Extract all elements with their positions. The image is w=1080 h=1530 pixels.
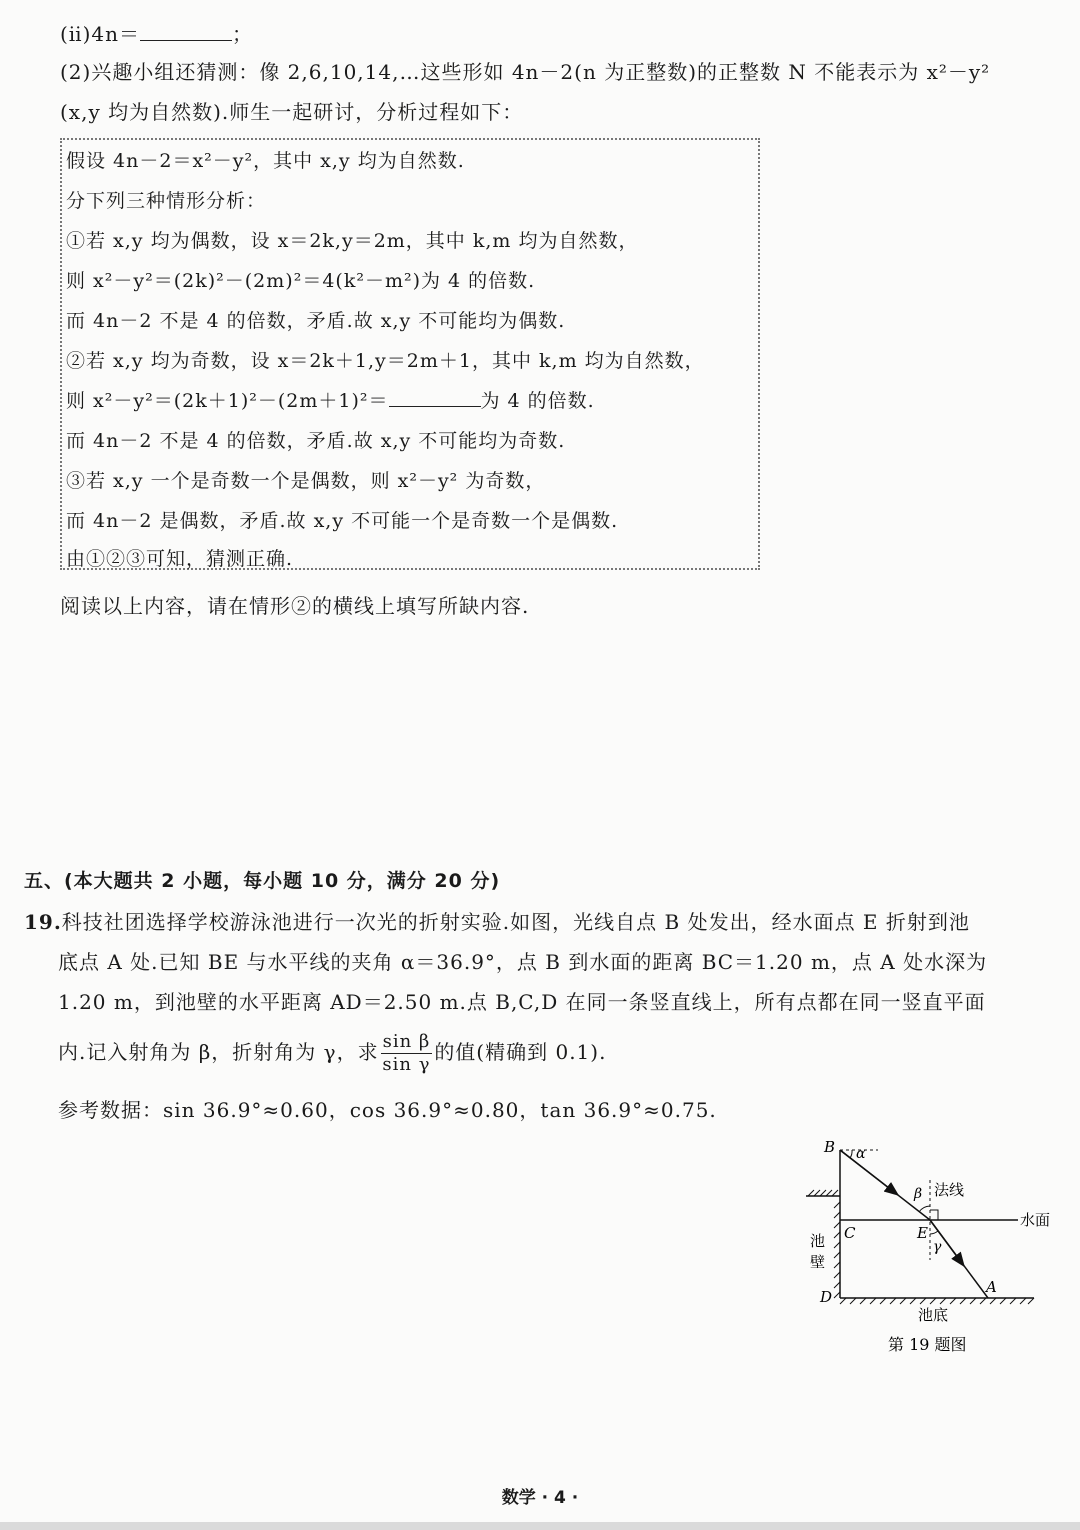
wall-top-hatch xyxy=(808,1190,838,1196)
q19-line-1-text: 科技社团选择学校游泳池进行一次光的折射实验.如图，光线自点 B 处发出，经水面点 E 折射到池 xyxy=(61,910,970,934)
q19-line-4-suffix: 的值(精确到 0.1). xyxy=(434,1040,607,1064)
sin-ratio-fraction xyxy=(381,1031,433,1076)
answer-blank-ii[interactable] xyxy=(140,39,232,41)
fraction-denominator: sin γ xyxy=(382,1054,431,1075)
answer-blank-case-2[interactable] xyxy=(389,405,481,407)
incident-ray-arrow xyxy=(840,1150,898,1195)
q19-line-4 xyxy=(58,1026,606,1078)
beta-arc xyxy=(919,1206,930,1212)
q19-line-2: 底点 A 处.已知 BE 与水平线的夹角 α＝36.9°，点 B 到水面的距离 BC＝1.20 m，点 A 处水深为 xyxy=(58,950,988,974)
figure-caption: 第 19 题图 xyxy=(888,1335,967,1354)
alpha-arc xyxy=(850,1150,852,1158)
label-water-surface: 水面 xyxy=(1020,1211,1051,1229)
label-C: C xyxy=(844,1224,856,1242)
label-normal: 法线 xyxy=(934,1181,965,1199)
subquestion-ii-suffix: ； xyxy=(232,22,254,46)
analysis-line-3: ①若 x,y 均为偶数，设 x＝2k,y＝2m，其中 k,m 均为自然数， xyxy=(66,230,639,252)
q19-number: 19. xyxy=(24,910,62,934)
q19-line-4-prefix: 内.记入射角为 β，折射角为 γ，求 xyxy=(58,1040,379,1064)
analysis-line-10: 而 4n－2 是偶数，矛盾.故 x,y 不可能一个是奇数一个是偶数. xyxy=(66,510,619,532)
read-instruction: 阅读以上内容，请在情形②的横线上填写所缺内容. xyxy=(60,594,530,618)
label-wall-1: 池 xyxy=(810,1232,826,1250)
analysis-line-8: 而 4n－2 不是 4 的倍数，矛盾.故 x,y 不可能均为奇数. xyxy=(66,430,566,452)
question-2-line-2: (x,y 均为自然数).师生一起研讨，分析过程如下： xyxy=(60,100,524,124)
analysis-line-1: 假设 4n－2＝x²－y²，其中 x,y 均为自然数. xyxy=(66,150,465,172)
fraction-numerator: sin β xyxy=(382,1031,431,1052)
section-5-heading: 五、(本大题共 2 小题，每小题 10 分，满分 20 分) xyxy=(24,870,501,892)
bottom-scan-edge xyxy=(0,1522,1080,1530)
analysis-line-9: ③若 x,y 一个是奇数一个是偶数，则 x²－y² 为奇数， xyxy=(66,470,546,492)
analysis-line-7-suffix: 为 4 的倍数. xyxy=(480,390,595,412)
analysis-box xyxy=(60,138,760,570)
subquestion-ii-prefix: (ⅱ)4n＝ xyxy=(60,22,141,46)
gamma-arc xyxy=(930,1231,938,1234)
label-pool-bottom: 池底 xyxy=(918,1306,949,1324)
analysis-line-7 xyxy=(66,386,595,413)
label-wall-2: 壁 xyxy=(810,1253,826,1271)
label-D: D xyxy=(820,1288,833,1306)
label-A: A xyxy=(986,1278,997,1296)
analysis-line-5: 而 4n－2 不是 4 的倍数，矛盾.故 x,y 不可能均为偶数. xyxy=(66,310,566,332)
q19-line-3: 1.20 m，到池壁的水平距离 AD＝2.50 m.点 B,C,D 在同一条竖直线上，所有点都在同一竖直平面 xyxy=(58,990,986,1014)
analysis-line-6: ②若 x,y 均为奇数，设 x＝2k＋1,y＝2m＋1，其中 k,m 均为自然数， xyxy=(66,350,705,372)
label-E: E xyxy=(917,1224,928,1242)
analysis-line-11: 由①②③可知，猜测正确. xyxy=(66,548,294,570)
label-B: B xyxy=(824,1138,836,1156)
pool-wall-hatch xyxy=(834,1202,840,1298)
label-beta: β xyxy=(914,1186,923,1202)
analysis-line-4: 则 x²－y²＝(2k)²－(2m)²＝4(k²－m²)为 4 的倍数. xyxy=(66,270,536,292)
label-alpha: α xyxy=(856,1146,866,1162)
analysis-line-2: 分下列三种情形分析： xyxy=(66,190,267,212)
pool-bottom-hatch xyxy=(840,1298,1034,1304)
page-footer: 数学 · 4 · xyxy=(501,1488,579,1508)
q19-line-1 xyxy=(24,906,970,935)
right-angle-mark xyxy=(930,1210,938,1220)
label-gamma: γ xyxy=(933,1239,942,1255)
analysis-line-7-prefix: 则 x²－y²＝(2k＋1)²－(2m＋1)²＝ xyxy=(66,390,389,412)
question-2-line-1: (2)兴趣小组还猜测：像 2,6,10,14,…这些形如 4n－2(n 为正整数)的正整数 N 不能表示为 x²－y² xyxy=(60,60,991,84)
q19-reference-data: 参考数据：sin 36.9°≈0.60，cos 36.9°≈0.80，tan 36.9°≈0.75. xyxy=(58,1098,717,1122)
subquestion-ii xyxy=(60,18,253,47)
refraction-figure xyxy=(790,1130,1060,1360)
